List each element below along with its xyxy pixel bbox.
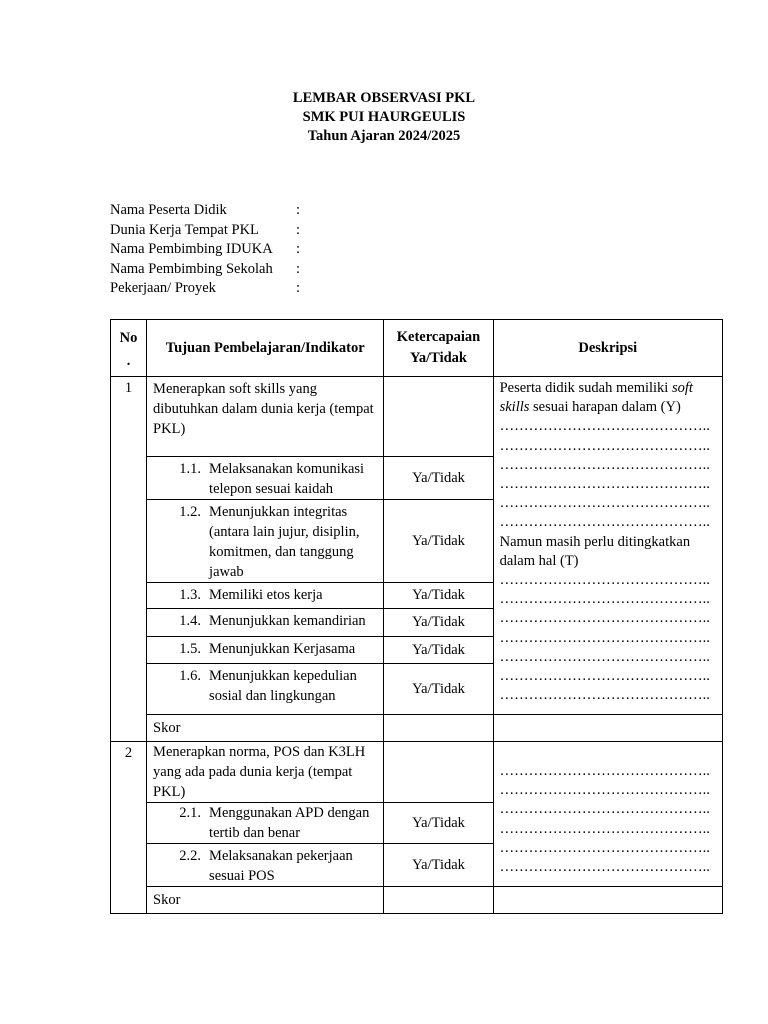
description-cell[interactable] — [493, 742, 722, 887]
academic-year: Tahun Ajaran 2024/2025 — [307, 128, 461, 144]
score-input[interactable] — [384, 715, 493, 742]
score-label: Skor — [147, 715, 384, 742]
header-no: No . — [111, 320, 147, 377]
header-ketercapaian: Ketercapaian Ya/Tidak — [384, 320, 493, 377]
table-header-row — [111, 320, 723, 377]
indicator-number: 2.2. — [179, 848, 202, 864]
achievement-select[interactable]: Ya/Tidak — [384, 500, 493, 583]
learning-goal: Menerapkan norma, POS dan K3LH yang ada pada dunia kerja (tempat PKL) — [147, 742, 384, 803]
identity-colon: : — [296, 241, 301, 257]
indicator-text: Menunjukkan kemandirian — [209, 613, 366, 629]
achievement-select[interactable]: Ya/Tidak — [384, 457, 493, 500]
indicator-text: Melaksanakan pekerjaan sesuai POS — [209, 848, 353, 884]
learning-goal: Menerapkan soft skills yang dibutuhkan dalam dunia kerja (tempat PKL) — [147, 377, 384, 457]
dotted-line: …………………………………….. — [499, 418, 710, 435]
header-deskripsi: Deskripsi — [493, 320, 722, 377]
row-number: 1 — [111, 377, 147, 742]
dotted-line: …………………………………….. — [499, 476, 710, 493]
score-row — [111, 715, 723, 742]
observation-table — [110, 319, 723, 914]
score-label: Skor — [147, 887, 384, 914]
achievement-select[interactable]: Ya/Tidak — [384, 583, 493, 609]
identity-row — [110, 260, 300, 280]
indicator-number: 2.1. — [179, 805, 202, 821]
identity-row — [110, 201, 300, 221]
identity-label: Pekerjaan/ Proyek — [110, 280, 216, 296]
achievement-select[interactable]: Ya/Tidak — [384, 803, 493, 844]
score-input[interactable] — [384, 887, 493, 914]
indicator-text: Memiliki etos kerja — [209, 587, 323, 603]
identity-colon: : — [296, 280, 301, 296]
indicator-text: Menunjukkan integritas (antara lain jujur, disiplin, komitmen, dan tanggung jawab — [209, 504, 360, 580]
indicator-text: Menggunakan APD dengan tertib dan benar — [209, 805, 370, 841]
dotted-line: …………………………………….. — [499, 839, 710, 856]
indicator-number: 1.3. — [179, 587, 202, 603]
empty-cell — [384, 742, 493, 803]
identity-colon: : — [296, 260, 301, 277]
score-row — [111, 887, 723, 914]
identity-row — [110, 279, 300, 299]
dotted-line: …………………………………….. — [499, 495, 710, 512]
indicator-cell — [147, 609, 384, 637]
indicator-cell — [147, 500, 384, 583]
indicator-number: 1.5. — [179, 641, 202, 657]
dotted-line: …………………………………….. — [499, 514, 710, 531]
dotted-line: …………………………………….. — [499, 820, 710, 837]
indicator-text: Menunjukkan kepedulian sosial dan lingkungan — [209, 668, 357, 704]
description-intro: Peserta didik sudah memiliki soft skills sesuai harapan dalam (Y) — [499, 380, 693, 416]
indicator-number: 1.2. — [179, 504, 202, 520]
identity-label: Dunia Kerja Tempat PKL — [110, 221, 259, 238]
header-tujuan: Tujuan Pembelajaran/Indikator — [147, 320, 384, 377]
description-cell[interactable] — [493, 377, 722, 715]
identity-colon: : — [296, 202, 301, 218]
indicator-number: 1.1. — [179, 461, 202, 477]
dotted-line: …………………………………….. — [499, 456, 710, 473]
dotted-line: …………………………………….. — [499, 801, 710, 818]
indicator-cell — [147, 457, 384, 500]
indicator-cell — [147, 803, 384, 844]
indicator-cell — [147, 844, 384, 887]
dotted-line: …………………………………….. — [499, 763, 710, 779]
empty-cell — [493, 715, 722, 742]
dotted-line: …………………………………….. — [499, 782, 710, 799]
identity-colon: : — [296, 221, 301, 238]
identity-block — [110, 201, 300, 299]
achievement-select[interactable]: Ya/Tidak — [384, 609, 493, 637]
identity-label: Nama Pembimbing Sekolah — [110, 260, 273, 277]
empty-cell — [493, 887, 722, 914]
indicator-cell — [147, 664, 384, 715]
achievement-select[interactable]: Ya/Tidak — [384, 664, 493, 715]
indicator-number: 1.6. — [179, 668, 202, 684]
identity-label: Nama Peserta Didik — [110, 202, 227, 218]
identity-label: Nama Pembimbing IDUKA — [110, 241, 273, 257]
empty-cell — [384, 377, 493, 457]
row-number: 2 — [111, 742, 147, 914]
description-improve: Namun masih perlu ditingkatkan dalam hal (T) — [499, 533, 691, 569]
doc-title: LEMBAR OBSERVASI PKL — [292, 90, 476, 106]
dotted-line: …………………………………….. — [499, 668, 710, 685]
dotted-line: …………………………………….. — [499, 687, 710, 704]
dotted-line: …………………………………….. — [499, 629, 710, 646]
achievement-select[interactable]: Ya/Tidak — [384, 637, 493, 664]
indicator-cell — [147, 637, 384, 664]
indicator-text: Menunjukkan Kerjasama — [209, 641, 356, 657]
identity-row — [110, 240, 300, 260]
dotted-line: …………………………………….. — [499, 610, 710, 627]
indicator-cell — [147, 583, 384, 609]
dotted-line: …………………………………….. — [499, 648, 710, 665]
dotted-line: …………………………………….. — [499, 859, 710, 876]
indicator-number: 1.4. — [179, 613, 202, 629]
achievement-select[interactable]: Ya/Tidak — [384, 844, 493, 887]
dotted-line: …………………………………….. — [499, 572, 710, 589]
school-name: SMK PUI HAURGEULIS — [302, 109, 466, 125]
table-row — [111, 377, 723, 457]
dotted-line: …………………………………….. — [499, 591, 710, 608]
indicator-text: Melaksanakan komunikasi telepon sesuai kaidah — [209, 461, 365, 497]
table-row — [111, 742, 723, 803]
identity-row — [110, 221, 300, 241]
dotted-line: …………………………………….. — [499, 437, 710, 454]
